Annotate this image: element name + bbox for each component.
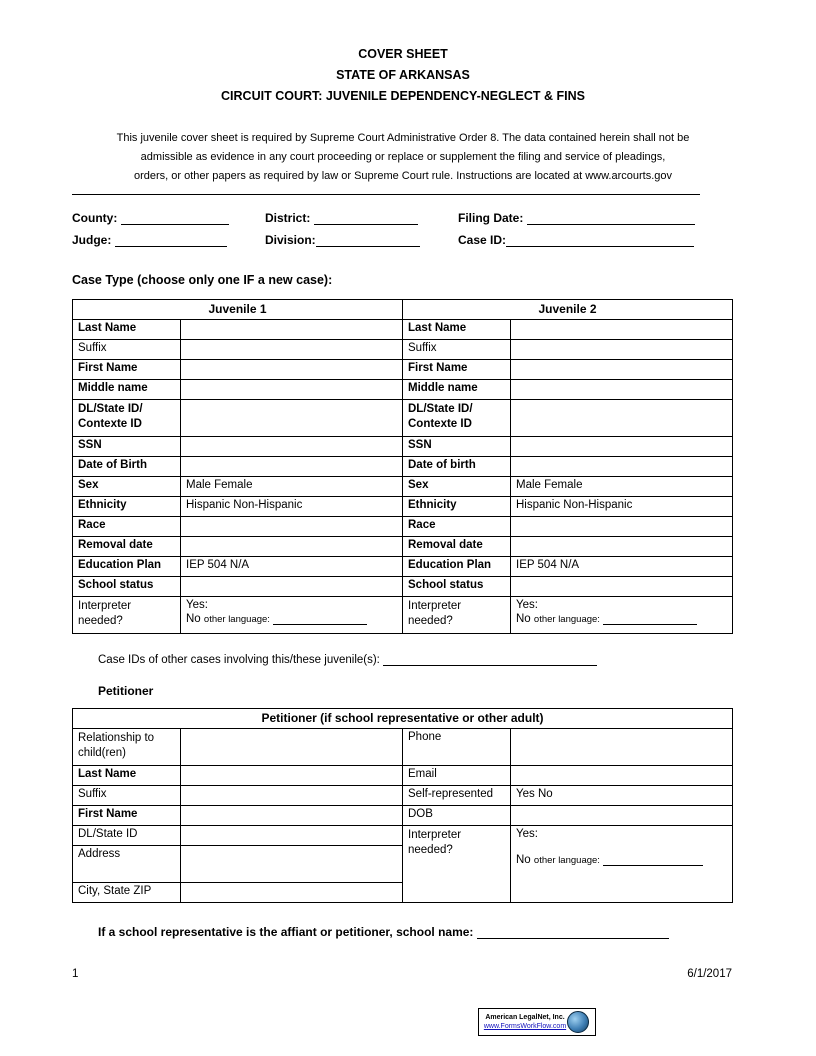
- school-name-label: If a school representative is the affiant or petitioner, school name:: [98, 925, 474, 939]
- american-legalnet-stamp: [478, 1008, 596, 1036]
- phone-input[interactable]: [511, 729, 733, 766]
- suffix-input[interactable]: [181, 786, 403, 806]
- sex-options[interactable]: Male Female: [181, 477, 403, 497]
- document-content: [72, 44, 734, 939]
- row-input[interactable]: [511, 517, 733, 537]
- judge-input[interactable]: [115, 233, 227, 247]
- table-row: [73, 537, 733, 557]
- other-case-ids-label: Case IDs of other cases involving this/these juvenile(s):: [98, 654, 380, 666]
- last-name-input[interactable]: [181, 766, 403, 786]
- other-case-ids-input[interactable]: [383, 652, 597, 666]
- interpreter-no[interactable]: No: [186, 613, 201, 625]
- petitioner-table: [72, 708, 733, 903]
- other-language-input[interactable]: [273, 611, 367, 625]
- petitioner-heading: Petitioner: [98, 684, 154, 698]
- page-number: 1: [72, 968, 79, 980]
- juvenile-table-header-row: [73, 300, 733, 320]
- other-language-input[interactable]: [603, 611, 697, 625]
- division-input[interactable]: [316, 233, 420, 247]
- table-row: [73, 517, 733, 537]
- row-input[interactable]: [181, 517, 403, 537]
- row-input[interactable]: [181, 380, 403, 400]
- row-label: Sex: [403, 477, 511, 497]
- education-plan-options[interactable]: IEP 504 N/A: [181, 557, 403, 577]
- judge-field: [72, 233, 227, 247]
- dob-input[interactable]: [511, 806, 733, 826]
- petitioner-header-row: [73, 709, 733, 729]
- row-label: School status: [73, 577, 181, 597]
- first-name-label: First Name: [73, 806, 181, 826]
- school-name-input[interactable]: [477, 925, 669, 939]
- filing-date-label: Filing Date:: [458, 211, 524, 225]
- row-label: Ethnicity: [73, 497, 181, 517]
- county-field: [72, 211, 229, 225]
- row-label: Date of birth: [403, 457, 511, 477]
- row-label: Education Plan: [403, 557, 511, 577]
- self-represented-options[interactable]: Yes No: [511, 786, 733, 806]
- field-row-2: [72, 233, 734, 253]
- juvenile-2-header: Juvenile 2: [403, 300, 733, 320]
- row-label: Education Plan: [73, 557, 181, 577]
- education-plan-options[interactable]: IEP 504 N/A: [511, 557, 733, 577]
- row-label: Sex: [73, 477, 181, 497]
- intro-line-2: admissible as evidence in any court proceeding or replace or supplement the filing and service of pleadings,: [140, 151, 666, 163]
- intro-paragraph: [72, 129, 734, 186]
- petitioner-interpreter-label: Interpreter needed?: [403, 826, 511, 903]
- row-input[interactable]: [511, 340, 733, 360]
- table-row: [73, 380, 733, 400]
- case-id-input[interactable]: [506, 233, 694, 247]
- row-input[interactable]: [181, 437, 403, 457]
- email-label: Email: [403, 766, 511, 786]
- suffix-label: Suffix: [73, 786, 181, 806]
- email-input[interactable]: [511, 766, 733, 786]
- table-row: [73, 557, 733, 577]
- phone-label: Phone: [403, 729, 511, 766]
- row-label: School status: [403, 577, 511, 597]
- school-name-row: [98, 925, 734, 939]
- interpreter-options[interactable]: [181, 597, 403, 634]
- interpreter-label: Interpreter needed?: [403, 597, 511, 634]
- self-represented-label: Self-represented: [403, 786, 511, 806]
- county-label: County:: [72, 211, 118, 225]
- row-input[interactable]: [181, 340, 403, 360]
- row-input[interactable]: [181, 577, 403, 597]
- ethnicity-options[interactable]: Hispanic Non-Hispanic: [181, 497, 403, 517]
- stamp-url[interactable]: www.FormsWorkFlow.com: [483, 1023, 567, 1030]
- petitioner-interpreter-options[interactable]: [511, 826, 733, 903]
- row-input[interactable]: [181, 537, 403, 557]
- sex-options[interactable]: Male Female: [511, 477, 733, 497]
- table-row: [73, 457, 733, 477]
- table-row: [73, 577, 733, 597]
- interpreter-yes[interactable]: Yes:: [516, 599, 538, 611]
- other-language-label: other language:: [203, 614, 270, 625]
- filing-date-input[interactable]: [527, 211, 695, 225]
- table-row: [73, 806, 733, 826]
- intro-line-1: This juvenile cover sheet is required by Supreme Court Administrative Order 8. The data contained herein shall not be: [116, 132, 690, 144]
- other-case-ids-row: [98, 652, 734, 666]
- juvenile-table: [72, 299, 733, 634]
- stamp-company: American LegalNet, Inc.: [485, 1014, 565, 1021]
- row-input[interactable]: [181, 457, 403, 477]
- other-language-label: other language:: [533, 614, 600, 625]
- row-label: Race: [73, 517, 181, 537]
- row-label: Ethnicity: [403, 497, 511, 517]
- stamp-text: [479, 1013, 567, 1031]
- juvenile-1-header: Juvenile 1: [73, 300, 403, 320]
- row-input[interactable]: [511, 437, 733, 457]
- case-id-field: [458, 233, 694, 247]
- table-row: [73, 400, 733, 437]
- relationship-input[interactable]: [181, 729, 403, 766]
- row-label: SSN: [73, 437, 181, 457]
- row-label: Removal date: [73, 537, 181, 557]
- interpreter-label: Interpreter needed?: [73, 597, 181, 634]
- city-state-zip-input[interactable]: [181, 883, 403, 903]
- row-label: Middle name: [403, 380, 511, 400]
- interpreter-options[interactable]: [511, 597, 733, 634]
- row-label: Date of Birth: [73, 457, 181, 477]
- row-label: First Name: [73, 360, 181, 380]
- interpreter-no[interactable]: No: [516, 613, 531, 625]
- district-input[interactable]: [314, 211, 418, 225]
- row-input[interactable]: [181, 400, 403, 437]
- row-label: Last Name: [73, 320, 181, 340]
- other-language-label: other language:: [533, 855, 600, 866]
- row-label: DL/State ID/ Contexte ID: [73, 400, 181, 437]
- interpreter-yes[interactable]: Yes:: [186, 599, 208, 611]
- title-line-3: CIRCUIT COURT: JUVENILE DEPENDENCY-NEGLECT & FINS: [221, 89, 585, 103]
- field-row-1: [72, 211, 734, 231]
- page-footer: [72, 968, 732, 980]
- row-input[interactable]: [511, 360, 733, 380]
- row-label: SSN: [403, 437, 511, 457]
- filing-date-field: [458, 211, 695, 225]
- dl-state-id-input[interactable]: [181, 826, 403, 846]
- row-label: Suffix: [73, 340, 181, 360]
- relationship-label: Relationship to child(ren): [73, 729, 181, 766]
- other-language-input[interactable]: [603, 852, 703, 866]
- case-id-label: Case ID:: [458, 233, 507, 247]
- row-input[interactable]: [511, 457, 733, 477]
- row-label: Suffix: [403, 340, 511, 360]
- petitioner-table-header: Petitioner (if school representative or other adult): [73, 709, 733, 729]
- district-field: [265, 211, 418, 225]
- address-label: Address: [73, 846, 181, 883]
- dl-state-id-label: DL/State ID: [73, 826, 181, 846]
- row-input[interactable]: [511, 400, 733, 437]
- row-input[interactable]: [511, 320, 733, 340]
- table-row: [73, 340, 733, 360]
- interpreter-yes[interactable]: Yes:: [516, 828, 538, 840]
- horizontal-rule: [72, 194, 700, 195]
- county-input[interactable]: [121, 211, 229, 225]
- row-label: Middle name: [73, 380, 181, 400]
- table-row-interpreter: [73, 597, 733, 634]
- dob-label: DOB: [403, 806, 511, 826]
- row-label: Removal date: [403, 537, 511, 557]
- judge-label: Judge:: [72, 233, 112, 247]
- title-line-1: COVER SHEET: [358, 47, 448, 61]
- city-state-zip-label: City, State ZIP: [73, 883, 181, 903]
- first-name-input[interactable]: [181, 806, 403, 826]
- row-label: First Name: [403, 360, 511, 380]
- last-name-label: Last Name: [73, 766, 181, 786]
- title-line-2: STATE OF ARKANSAS: [336, 68, 470, 82]
- address-input[interactable]: [181, 846, 403, 883]
- row-label: DL/State ID/ Contexte ID: [403, 400, 511, 437]
- globe-icon: [567, 1011, 589, 1033]
- table-row: [73, 766, 733, 786]
- row-label: Race: [403, 517, 511, 537]
- row-input[interactable]: [181, 320, 403, 340]
- row-input[interactable]: [511, 577, 733, 597]
- table-row: [73, 360, 733, 380]
- table-row: [73, 497, 733, 517]
- table-row: [73, 826, 733, 846]
- division-field: [265, 233, 420, 247]
- division-label: Division:: [265, 233, 316, 247]
- table-row: [73, 786, 733, 806]
- ethnicity-options[interactable]: Hispanic Non-Hispanic: [511, 497, 733, 517]
- interpreter-no[interactable]: No: [516, 854, 531, 866]
- intro-line-3: orders, or other papers as required by law or Supreme Court rule. Instructions are located at www.arcourts.gov: [133, 170, 673, 182]
- form-date: 6/1/2017: [687, 968, 732, 980]
- table-row: [73, 477, 733, 497]
- row-label: Last Name: [403, 320, 511, 340]
- table-row: [73, 729, 733, 766]
- district-label: District:: [265, 211, 311, 225]
- row-input[interactable]: [511, 380, 733, 400]
- document-title-block: [72, 44, 734, 107]
- row-input[interactable]: [181, 360, 403, 380]
- table-row: [73, 437, 733, 457]
- row-input[interactable]: [511, 537, 733, 557]
- case-type-heading: Case Type (choose only one IF a new case):: [72, 273, 333, 287]
- table-row: [73, 320, 733, 340]
